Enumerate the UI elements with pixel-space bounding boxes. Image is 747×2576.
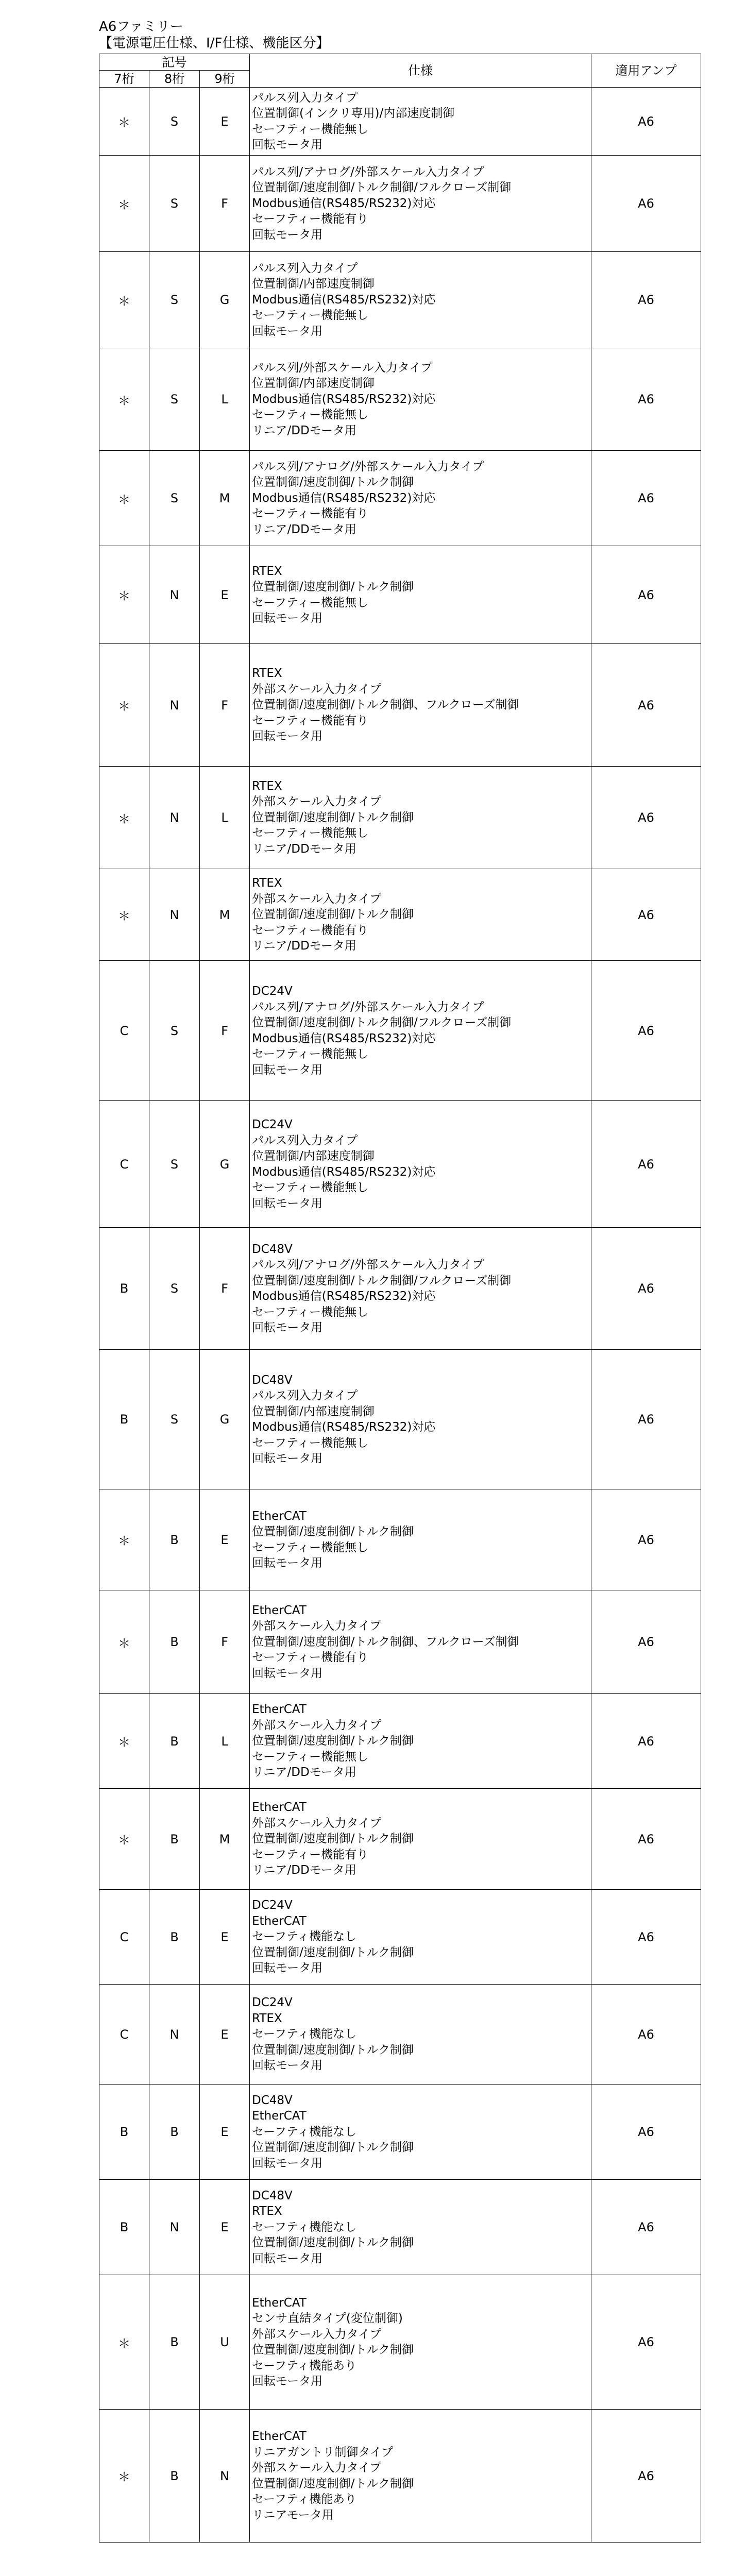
spec-line: 位置制御/速度制御/トルク制御/フルクローズ制御 [252, 181, 512, 195]
spec-line: セーフティー機能有り [252, 923, 369, 937]
spec-cell [250, 451, 591, 546]
spec-cell [250, 2410, 591, 2543]
spec-line: 外部スケール入力タイプ [252, 1816, 382, 1830]
spec-line: セーフティ機能あり [252, 2493, 357, 2506]
spec-line: 位置制御/内部速度制御 [252, 1404, 375, 1418]
digit8-cell: S [149, 1228, 200, 1350]
amp-cell: A6 [591, 88, 701, 156]
digit8-cell: S [149, 451, 200, 546]
spec-cell [250, 348, 591, 451]
digit9-cell: M [200, 869, 250, 961]
spec-line: 回転モータ用 [252, 2059, 323, 2073]
spec-line: 位置制御/内部速度制御 [252, 1149, 375, 1163]
spec-line: DC24V [252, 1118, 293, 1131]
spec-line: セーフティー機能無し [252, 309, 369, 323]
spec-line: Modbus通信(RS485/RS232)対応 [252, 1290, 436, 1303]
spec-cell [250, 2180, 591, 2275]
digit8-cell: S [149, 252, 200, 348]
amp-cell: A6 [591, 1101, 701, 1228]
spec-line: セーフティー機能無し [252, 122, 369, 136]
spec-line: セーフティー機能無し [252, 1540, 369, 1554]
digit7-cell: ＊ [99, 1489, 149, 1590]
digit7-cell: ＊ [99, 1789, 149, 1890]
digit8-cell: S [149, 1350, 200, 1489]
spec-line: セーフティ機能なし [252, 1930, 357, 1944]
amp-cell: A6 [591, 961, 701, 1101]
spec-line: 位置制御/速度制御/トルク制御 [252, 2477, 414, 2490]
spec-line: 回転モータ用 [252, 2375, 323, 2388]
spec-line: パルス列入力タイプ [252, 261, 358, 275]
spec-line: EtherCAT [252, 2109, 307, 2123]
spec-line: RTEX [252, 667, 282, 681]
spec-line: セーフティー機能無し [252, 1305, 369, 1319]
digit8-cell: N [149, 767, 200, 869]
spec-line: リニアモータ用 [252, 2508, 334, 2522]
digit7-cell: C [99, 961, 149, 1101]
digit9-cell: E [200, 2180, 250, 2275]
spec-line: Modbus通信(RS485/RS232)対応 [252, 1165, 436, 1179]
spec-line: 外部スケール入力タイプ [252, 2461, 382, 2475]
spec-line: リニア/DDモータ用 [252, 1863, 356, 1877]
spec-line: Modbus通信(RS485/RS232)対応 [252, 1031, 436, 1045]
spec-line: DC48V [252, 1242, 293, 1256]
spec-cell [250, 1489, 591, 1590]
digit7-cell: B [99, 2180, 149, 2275]
spec-line: セーフティー機能無し [252, 1750, 369, 1764]
digit7-cell: ＊ [99, 156, 149, 252]
digit8-cell: B [149, 2084, 200, 2180]
digit7-cell: ＊ [99, 546, 149, 644]
digit9-cell: U [200, 2275, 250, 2410]
spec-line: セーフティー機能無し [252, 1436, 369, 1450]
spec-line: RTEX [252, 564, 282, 578]
spec-line: 回転モータ用 [252, 1321, 323, 1334]
header-digit9: 9桁 [200, 71, 250, 88]
table-row [99, 252, 701, 348]
spec-line: セーフティー機能有り [252, 714, 369, 727]
spec-line: パルス列入力タイプ [252, 91, 358, 105]
digit8-cell: N [149, 546, 200, 644]
spec-cell [250, 1350, 591, 1489]
spec-line: 回転モータ用 [252, 730, 323, 743]
digit9-cell: G [200, 1101, 250, 1228]
amp-cell: A6 [591, 451, 701, 546]
spec-cell [250, 156, 591, 252]
spec-line: セーフティー機能無し [252, 1181, 369, 1194]
spec-line: セーフティー機能無し [252, 826, 369, 840]
spec-line: 外部スケール入力タイプ [252, 682, 382, 696]
table-row [99, 1350, 701, 1489]
spec-line: セーフティ機能なし [252, 2220, 357, 2234]
digit9-cell: L [200, 348, 250, 451]
digit7-cell: ＊ [99, 348, 149, 451]
spec-line: パルス列/アナログ/外部スケール入力タイプ [252, 1258, 484, 1272]
digit7-cell: C [99, 1101, 149, 1228]
digit7-cell: ＊ [99, 2410, 149, 2543]
spec-line: センサ直結タイプ(変位制御) [252, 2312, 403, 2325]
header-spec: 仕様 [250, 54, 591, 88]
table-row [99, 546, 701, 644]
spec-line: Modbus通信(RS485/RS232)対応 [252, 196, 436, 210]
spec-line: 回転モータ用 [252, 1666, 323, 1680]
spec-cell [250, 1228, 591, 1350]
table-row [99, 156, 701, 252]
digit7-cell: ＊ [99, 451, 149, 546]
amp-cell: A6 [591, 2180, 701, 2275]
spec-line: 位置制御/速度制御/トルク制御 [252, 2141, 414, 2155]
spec-cell [250, 546, 591, 644]
digit7-cell: C [99, 1890, 149, 1985]
table-row [99, 1489, 701, 1590]
digit9-cell: F [200, 156, 250, 252]
spec-line: 位置制御/速度制御/トルク制御 [252, 1525, 414, 1538]
digit7-cell: ＊ [99, 767, 149, 869]
digit7-cell: B [99, 1350, 149, 1489]
digit7-cell: ＊ [99, 1694, 149, 1789]
spec-line: 回転モータ用 [252, 612, 323, 625]
spec-line: リニア/DDモータ用 [252, 522, 356, 536]
spec-line: セーフティ機能なし [252, 2027, 357, 2041]
spec-cell [250, 1101, 591, 1228]
digit7-cell: ＊ [99, 2275, 149, 2410]
spec-line: Modbus通信(RS485/RS232)対応 [252, 1420, 436, 1434]
spec-line: 位置制御/速度制御/トルク制御 [252, 908, 414, 922]
amp-cell: A6 [591, 1489, 701, 1590]
spec-line: EtherCAT [252, 2430, 307, 2443]
spec-line: 位置制御/速度制御/トルク制御 [252, 1734, 414, 1748]
amp-cell: A6 [591, 767, 701, 869]
section-title: 【電源電圧仕様、I/F仕様、機能区分】 [99, 36, 330, 51]
spec-cell [250, 869, 591, 961]
digit8-cell: B [149, 1890, 200, 1985]
spec-line: セーフティ機能なし [252, 2125, 357, 2139]
table-row [99, 2275, 701, 2410]
spec-line: 外部スケール入力タイプ [252, 1718, 382, 1732]
spec-line: セーフティー機能無し [252, 1047, 369, 1061]
amp-cell: A6 [591, 644, 701, 767]
spec-line: パルス列/アナログ/外部スケール入力タイプ [252, 460, 484, 473]
digit7-cell: ＊ [99, 88, 149, 156]
spec-line: 位置制御/速度制御/トルク制御 [252, 580, 414, 594]
table-row [99, 451, 701, 546]
spec-line: 外部スケール入力タイプ [252, 1619, 382, 1633]
spec-line: 外部スケール入力タイプ [252, 795, 382, 809]
spec-line: セーフティー機能有り [252, 1848, 369, 1861]
table-row [99, 88, 701, 156]
table-row [99, 2084, 701, 2180]
digit8-cell: N [149, 869, 200, 961]
digit8-cell: S [149, 348, 200, 451]
spec-cell [250, 1890, 591, 1985]
spec-line: 外部スケール入力タイプ [252, 892, 382, 906]
digit9-cell: F [200, 1228, 250, 1350]
table-row [99, 1101, 701, 1228]
amp-cell: A6 [591, 2084, 701, 2180]
digit8-cell: S [149, 961, 200, 1101]
spec-line: パルス列/アナログ/外部スケール入力タイプ [252, 165, 484, 179]
header-digit8: 8桁 [149, 71, 200, 88]
amp-cell: A6 [591, 1350, 701, 1489]
spec-line: 回転モータ用 [252, 2251, 323, 2265]
digit8-cell: S [149, 1101, 200, 1228]
table-body [99, 88, 701, 2543]
spec-cell [250, 1985, 591, 2084]
spec-line: DC48V [252, 1373, 293, 1387]
spec-line: リニア/DDモータ用 [252, 423, 356, 437]
spec-line: セーフティー機能有り [252, 212, 369, 226]
table-row [99, 1789, 701, 1890]
amp-cell: A6 [591, 1590, 701, 1694]
spec-line: 位置制御/速度制御/トルク制御 [252, 2343, 414, 2357]
digit7-cell: B [99, 2084, 149, 2180]
spec-cell [250, 961, 591, 1101]
spec-line: セーフティー機能無し [252, 408, 369, 422]
table-row [99, 2410, 701, 2543]
digit9-cell: M [200, 1789, 250, 1890]
spec-line: 位置制御/速度制御/トルク制御、フルクローズ制御 [252, 698, 519, 712]
digit9-cell: E [200, 1489, 250, 1590]
digit9-cell: L [200, 767, 250, 869]
spec-cell [250, 2275, 591, 2410]
digit8-cell: B [149, 1489, 200, 1590]
spec-line: 回転モータ用 [252, 228, 323, 242]
digit7-cell: ＊ [99, 869, 149, 961]
digit9-cell: F [200, 961, 250, 1101]
spec-line: 回転モータ用 [252, 1452, 323, 1465]
digit7-cell: C [99, 1985, 149, 2084]
digit9-cell: G [200, 252, 250, 348]
amp-cell: A6 [591, 156, 701, 252]
digit8-cell: B [149, 1789, 200, 1890]
header-digit7: 7桁 [99, 71, 149, 88]
table-row [99, 961, 701, 1101]
digit9-cell: N [200, 2410, 250, 2543]
spec-line: EtherCAT [252, 1603, 307, 1617]
spec-line: 外部スケール入力タイプ [252, 2327, 382, 2341]
table-row [99, 348, 701, 451]
digit8-cell: B [149, 1590, 200, 1694]
spec-line: セーフティ機能あり [252, 2359, 357, 2372]
digit9-cell: L [200, 1694, 250, 1789]
spec-line: EtherCAT [252, 1914, 307, 1928]
table-row [99, 1694, 701, 1789]
digit8-cell: N [149, 644, 200, 767]
digit7-cell: ＊ [99, 644, 149, 767]
spec-line: 回転モータ用 [252, 2156, 323, 2170]
table-row [99, 1590, 701, 1694]
spec-line: 位置制御/速度制御/トルク制御、フルクローズ制御 [252, 1635, 519, 1649]
amp-cell: A6 [591, 869, 701, 961]
digit8-cell: N [149, 2180, 200, 2275]
amp-cell: A6 [591, 2275, 701, 2410]
spec-line: 位置制御/速度制御/トルク制御 [252, 2043, 414, 2057]
spec-line: セーフティー機能無し [252, 596, 369, 609]
spec-line: EtherCAT [252, 1703, 307, 1717]
spec-line: パルス列/アナログ/外部スケール入力タイプ [252, 1000, 484, 1014]
spec-line: 位置制御/内部速度制御 [252, 377, 375, 391]
table-row [99, 767, 701, 869]
digit8-cell: N [149, 1985, 200, 2084]
spec-line: リニア/DDモータ用 [252, 842, 356, 856]
spec-cell [250, 1590, 591, 1694]
table-row [99, 644, 701, 767]
digit8-cell: B [149, 1694, 200, 1789]
spec-line: Modbus通信(RS485/RS232)対応 [252, 392, 436, 406]
table-row [99, 1985, 701, 2084]
spec-line: Modbus通信(RS485/RS232)対応 [252, 293, 436, 307]
table-row [99, 2180, 701, 2275]
spec-line: RTEX [252, 876, 282, 890]
spec-line: DC48V [252, 2093, 293, 2107]
digit7-cell: ＊ [99, 252, 149, 348]
spec-line: RTEX [252, 2011, 282, 2025]
spec-cell [250, 1694, 591, 1789]
digit8-cell: S [149, 156, 200, 252]
spec-line: DC24V [252, 985, 293, 998]
spec-line: 位置制御/速度制御/トルク制御/フルクローズ制御 [252, 1274, 512, 1287]
spec-line: リニア/DDモータ用 [252, 939, 356, 953]
spec-line: EtherCAT [252, 1801, 307, 1815]
spec-line: DC24V [252, 1899, 293, 1912]
spec-line: DC24V [252, 1996, 293, 2010]
spec-line: EtherCAT [252, 1509, 307, 1523]
spec-line: 位置制御/速度制御/トルク制御 [252, 1945, 414, 1959]
spec-line: 位置制御/速度制御/トルク制御 [252, 2236, 414, 2250]
spec-line: 位置制御/内部速度制御 [252, 277, 375, 291]
header-amp: 適用アンプ [591, 54, 701, 88]
spec-line: EtherCAT [252, 2296, 307, 2310]
header-symbol: 記号 [99, 54, 250, 71]
page-title: A6ファミリー [99, 19, 183, 35]
amp-cell: A6 [591, 1789, 701, 1890]
spec-line: 位置制御(インクリ専用)/内部速度制御 [252, 107, 455, 120]
digit9-cell: E [200, 2084, 250, 2180]
spec-line: リニアガントリ制御タイプ [252, 2445, 394, 2459]
spec-line: 回転モータ用 [252, 1556, 323, 1570]
digit8-cell: B [149, 2275, 200, 2410]
spec-cell [250, 252, 591, 348]
spec-line: 回転モータ用 [252, 138, 323, 151]
spec-line: リニア/DDモータ用 [252, 1766, 356, 1780]
amp-cell: A6 [591, 2410, 701, 2543]
spec-cell [250, 2084, 591, 2180]
spec-line: DC48V [252, 2189, 293, 2202]
table-row [99, 869, 701, 961]
digit9-cell: E [200, 88, 250, 156]
amp-cell: A6 [591, 1694, 701, 1789]
amp-cell: A6 [591, 252, 701, 348]
digit9-cell: G [200, 1350, 250, 1489]
spec-cell [250, 644, 591, 767]
amp-cell: A6 [591, 1228, 701, 1350]
spec-cell [250, 1789, 591, 1890]
spec-cell [250, 767, 591, 869]
spec-line: パルス列入力タイプ [252, 1389, 358, 1402]
spec-line: パルス列入力タイプ [252, 1133, 358, 1147]
spec-line: 回転モータ用 [252, 324, 323, 338]
amp-cell: A6 [591, 546, 701, 644]
digit9-cell: F [200, 1590, 250, 1694]
digit7-cell: ＊ [99, 1590, 149, 1694]
amp-cell: A6 [591, 1985, 701, 2084]
spec-line: セーフティー機能有り [252, 507, 369, 521]
digit9-cell: E [200, 546, 250, 644]
header-row [99, 54, 701, 71]
table-row [99, 1890, 701, 1985]
spec-line: 回転モータ用 [252, 1961, 323, 1975]
table-row [99, 1228, 701, 1350]
spec-line: Modbus通信(RS485/RS232)対応 [252, 491, 436, 505]
amp-cell: A6 [591, 348, 701, 451]
spec-line: 位置制御/速度制御/トルク制御/フルクローズ制御 [252, 1016, 512, 1029]
digit8-cell: B [149, 2410, 200, 2543]
digit9-cell: F [200, 644, 250, 767]
amp-cell: A6 [591, 1890, 701, 1985]
digit9-cell: E [200, 1890, 250, 1985]
spec-line: RTEX [252, 2205, 282, 2218]
spec-line: セーフティー機能有り [252, 1651, 369, 1665]
digit7-cell: B [99, 1228, 149, 1350]
digit9-cell: M [200, 451, 250, 546]
spec-line: 位置制御/速度制御/トルク制御 [252, 1832, 414, 1846]
spec-cell [250, 88, 591, 156]
spec-line: 位置制御/速度制御/トルク制御 [252, 476, 414, 489]
spec-line: 回転モータ用 [252, 1063, 323, 1077]
spec-line: 位置制御/速度制御/トルク制御 [252, 810, 414, 824]
digit9-cell: E [200, 1985, 250, 2084]
spec-table [99, 54, 701, 2543]
spec-line: RTEX [252, 779, 282, 793]
spec-line: 回転モータ用 [252, 1196, 323, 1210]
digit8-cell: S [149, 88, 200, 156]
spec-line: パルス列/外部スケール入力タイプ [252, 361, 433, 375]
